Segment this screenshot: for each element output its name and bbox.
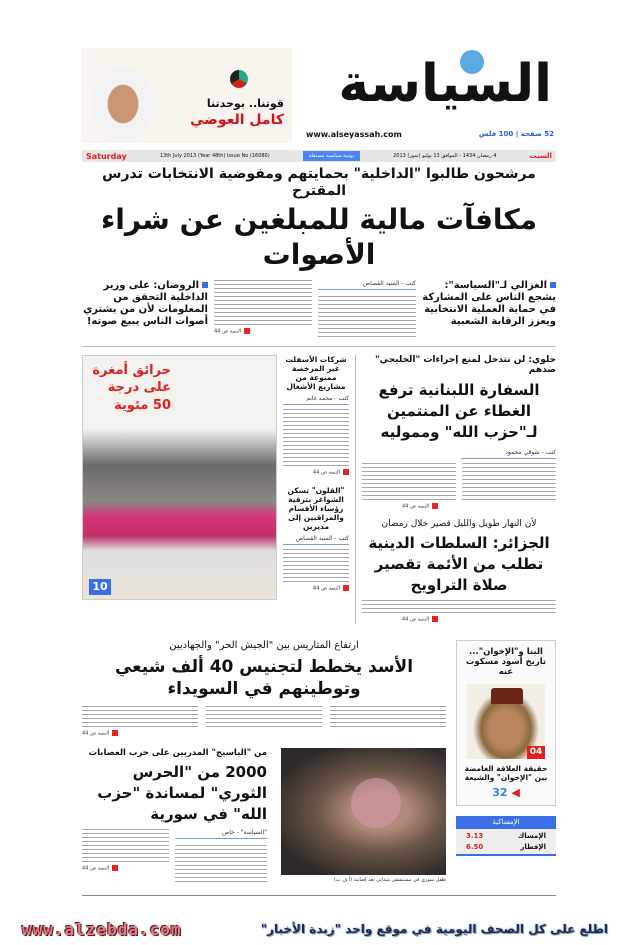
page-ref[interactable]: 32 ◀ <box>492 785 520 799</box>
story-headline: الأسد يخطط لتجنيس 40 ألف شيعي وتوطينهم في السويداء <box>114 656 414 700</box>
story-continued[interactable]: التتمة ص 44 <box>82 730 446 738</box>
story-syria[interactable] <box>82 640 446 738</box>
story-body <box>82 829 169 865</box>
brief-byline: كتب - محمد غانم <box>283 395 349 405</box>
story-basij[interactable] <box>82 748 267 885</box>
lead-kicker[interactable]: مرشحون طالبوا "الداخلية" بحمايتهم ومفوضية الانتخابات تدرس المقترح <box>102 166 536 199</box>
story-lebanon[interactable] <box>362 355 556 511</box>
lead-column-2 <box>214 280 312 336</box>
hospital-scene <box>351 778 401 828</box>
story-continued[interactable]: التتمة ص 44 <box>82 865 169 873</box>
bottom-left <box>82 640 446 885</box>
story-body <box>206 706 322 730</box>
masthead <box>300 48 556 143</box>
photo-caption: طفل سوري في مستشفى ميداني بعد إصابته (أ ف ب) <box>333 876 446 883</box>
story-byline: "السياسة" - خاص <box>175 829 267 839</box>
fez-hat <box>491 688 523 704</box>
tagline: يومية سياسية مستقلة <box>303 151 360 161</box>
newspaper-title: السياسة <box>338 54 552 114</box>
lead-byline: كتب - السيد القصاص <box>318 280 416 290</box>
arrow-left-icon: ◀ <box>511 785 520 799</box>
brief-body <box>283 549 349 585</box>
lead-continued[interactable]: التتمة ص 44 <box>214 328 312 336</box>
page-number-badge: 04 <box>527 746 545 759</box>
masthead-footer <box>306 130 554 139</box>
side-story-ghazali[interactable]: الغزالي لـ"السياسة": يشجع الناس على المشاركة في حماية العملية الانتخابية ويعزز الرقابة الشعبية <box>422 279 556 327</box>
basij-photo[interactable] <box>281 748 446 875</box>
ad-slogan: قوتنا.. بوحدتنا <box>206 97 284 110</box>
brief-qaloun[interactable] <box>283 486 349 593</box>
bullet-icon <box>550 282 556 288</box>
banna-portrait <box>467 684 545 759</box>
divider <box>82 346 556 347</box>
story-continued[interactable]: التتمة ص 44 <box>362 616 556 624</box>
story-headline: 2000 من "الحرس الثوري" لمساندة "حزب الله" في سورية <box>97 762 267 823</box>
story-kicker: من "الباسيج" المدربين على حرب العصابات <box>88 747 267 758</box>
ad-portrait <box>88 60 158 140</box>
imsakia-box <box>456 816 556 856</box>
brief-byline: كتب - السيد القصاص <box>283 535 349 545</box>
brief-continued[interactable]: التتمة ص 44 <box>283 585 349 593</box>
brief-continued[interactable]: التتمة ص 44 <box>283 469 349 477</box>
price-info: 52 صفحة | 100 فلس <box>478 130 554 138</box>
middle-row <box>82 355 556 624</box>
lead-headline[interactable]: مكافآت مالية للمبلغين عن شراء الأصوات <box>100 202 538 271</box>
lead-row <box>82 280 556 340</box>
imsakia-row: الإمساك 3.13 <box>466 831 546 840</box>
story-body <box>175 845 267 885</box>
footer-url[interactable]: www.alzebda.com <box>22 919 182 939</box>
footer <box>22 920 608 939</box>
brief-headline: "القلون" تسكن الشواغر بترقية رؤساء الأقسام والمراقبين إلى مديرين <box>287 486 345 532</box>
date-en: 13th July 2013 (Year 48th) Issue No (16080) <box>159 153 270 159</box>
page-number-badge: 10 <box>89 579 111 595</box>
story-kicker: حلوي: لن نتدخل لمنع إجراءات "الخليجي" ضدهم <box>374 354 556 376</box>
day-en: Saturday <box>86 151 127 161</box>
imsakia-title: الإمساكية <box>456 816 556 829</box>
basij-photo-block <box>281 748 446 884</box>
ad-banner[interactable] <box>82 48 292 143</box>
story-headline: الجزائر: السلطات الدينية تطلب من الأئمة تقصير صلاة التراويح <box>368 534 550 595</box>
website: www.alseyassah.com <box>306 130 402 139</box>
day-ar: السبت <box>529 152 552 160</box>
ad-name: كامل العوضي <box>190 112 284 129</box>
lead-body <box>318 296 416 340</box>
header-row <box>82 48 556 143</box>
story-algeria[interactable] <box>362 519 556 624</box>
ad-text <box>159 96 284 131</box>
lead-column-1 <box>318 280 416 340</box>
story-body <box>82 706 198 730</box>
brief-asphalt[interactable] <box>283 355 349 477</box>
right-stories <box>362 355 556 624</box>
story-body <box>362 600 556 616</box>
story-byline: كتب - شوقي محمود <box>461 449 556 459</box>
bottom-section <box>82 640 556 885</box>
brief-body <box>283 409 349 469</box>
column-divider <box>355 355 356 624</box>
bottom-right <box>456 640 556 856</box>
story-body <box>330 706 446 730</box>
heart-logo-icon <box>230 70 248 88</box>
story-body <box>362 463 456 503</box>
fire-photo[interactable] <box>82 355 277 600</box>
bottom-rule <box>82 895 556 896</box>
story-body <box>462 463 556 503</box>
footer-text: اطلع على كل الصحف اليومية في موقع واحد "زبدة الأخبار" <box>260 922 608 937</box>
bullet-icon <box>202 282 208 288</box>
side-story-rodan[interactable]: الروضان: على وزير الداخلية التحقق من المعلومات لأن من يشتري أصوات الناس يبيع صوته! <box>83 279 208 327</box>
box-subtitle: حقيقة العلاقة الغامضة بين "الإخوان" والشيعة <box>464 763 548 782</box>
imsakia-row: الإفطار 6.50 <box>466 842 546 851</box>
basij-row <box>82 748 446 885</box>
date-bar <box>82 150 556 162</box>
newspaper-page <box>82 0 556 896</box>
banna-box[interactable] <box>456 640 556 806</box>
story-kicker: لأن النهار طويل والليل قصير خلال رمضان <box>381 518 537 529</box>
story-continued[interactable]: التتمة ص 44 <box>362 503 556 511</box>
box-title: البنا و"الإخوان"... تاريخ أسود مسكوت عنه <box>465 646 547 678</box>
story-kicker: ارتفاع المتاريس بين "الجيش الحر" والجهاديين <box>169 639 359 651</box>
story-headline: السفارة اللبنانية ترفع الغطاء عن المنتمين لـ"حزب الله" ومموليه <box>378 381 540 442</box>
brief-headline: شركات الأسفلت غير المرخصة ممنوعة من مشاريع الأشغال <box>285 354 347 391</box>
lead-body <box>214 280 312 328</box>
briefs-column <box>283 355 349 593</box>
photo-caption: حرائق أمغرة على درجة 50 مئوية <box>92 362 171 413</box>
date-ar: 4 رمضان 1434 - الموافق 13 يوليو (تموز) 2013 <box>393 153 497 159</box>
